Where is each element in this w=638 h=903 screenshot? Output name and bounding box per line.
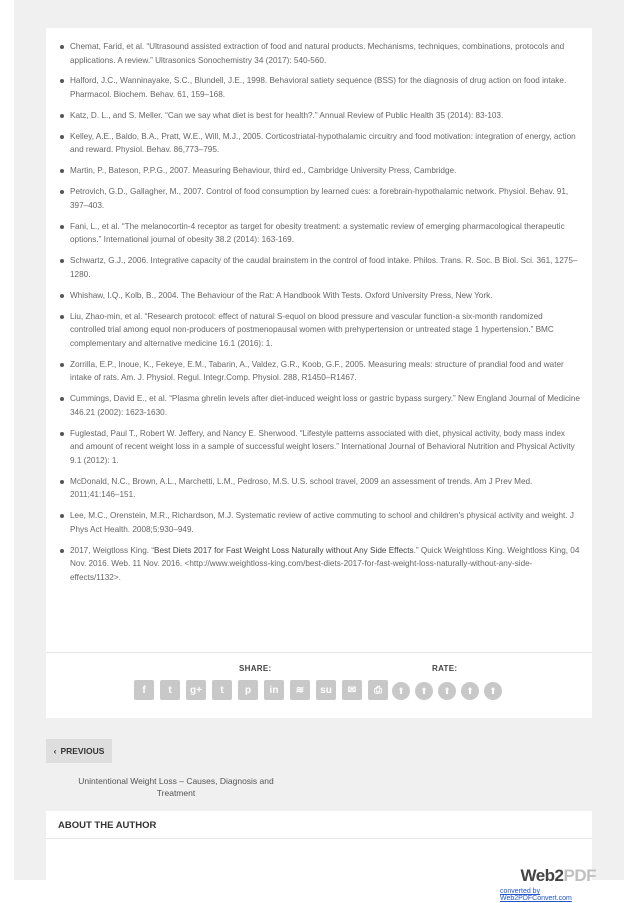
reference-item: Fuglestad, Paul T., Robert W. Jeffery, and Nancy E. Sherwood. “Lifestyle patterns associated with diet, physical activity, body mass index and amount of recent weight loss in a sample of successful weight losers.” International Journal of Behavioral Nutrition and Physical Activity 9.1 (2012): 1. [60,427,580,468]
reference-item: Katz, D. L., and S. Meller. “Can we say what diet is best for health?.” Annual Review of Public Health 35 (2014): 83-103. [60,109,580,123]
watermark-logo-main: Web2 [520,866,564,885]
previous-post-link[interactable]: Unintentional Weight Loss – Causes, Diagnosis and Treatment [78,776,274,798]
thumb-4-icon[interactable]: ⬆ [461,682,479,700]
reference-item: Schwartz, G.J., 2006. Integrative capacity of the caudal brainstem in the control of food intake. Philos. Trans. R. Soc. B Biol. Sci. 361, 1275–1280. [60,254,580,281]
article-card [46,28,592,718]
buffer-icon[interactable]: ≋ [290,680,310,700]
author-divider [46,838,592,839]
reference-item: McDonald, N.C., Brown, A.L., Marchetti, L.M., Pedroso, M.S. U.S. school travel, 2009 an assessment of trends. Am J Prev Med. 2011;41:146–151. [60,475,580,502]
chevron-left-icon: ‹ [53,746,57,756]
reference-item: Zorrilla, E.P., Inoue, K., Fekeye, E.M., Tabarin, A., Valdez, G.R., Koob, G.F., 2005. Measuring meals: structure of prandial food and water intake of rats. Am. J. Physiol. Regul. Integr.Comp. Physiol. 288, R1450–R1467. [60,358,580,385]
tumblr-icon[interactable]: t [212,680,232,700]
reference-item: Whishaw, I.Q., Kolb, B., 2004. The Behaviour of the Rat: A Handbook With Tests. Oxford University Press, New York. [60,289,580,303]
rate-label: RATE: [432,664,458,673]
share-label: SHARE: [239,664,272,673]
twitter-icon[interactable]: t [160,680,180,700]
print-icon[interactable]: ⎙ [368,680,388,700]
reference-link[interactable]: Best Diets 2017 for Fast Weight Loss Naturally without Any Side Effects [154,545,414,555]
thumb-5-icon[interactable]: ⬆ [484,682,502,700]
email-icon[interactable]: ✉ [342,680,362,700]
author-heading: ABOUT THE AUTHOR [58,820,157,831]
thumb-3-icon[interactable]: ⬆ [438,682,456,700]
reference-item: Martin, P., Bateson, P.P.G., 2007. Measuring Behaviour, third ed., Cambridge University Press, Cambridge. [60,164,580,178]
reference-item: Lee, M.C., Orenstein, M.R., Richardson, M.J. Systematic review of active commuting to school and children's physical activity and weight. J Phys Act Health. 2008;5:930–949. [60,509,580,536]
rate-icon-row [392,682,502,700]
previous-label: PREVIOUS [60,746,105,756]
watermark-logo-accent: PDF [563,866,596,885]
reference-item: Petrovich, G.D., Gallagher, M., 2007. Control of food consumption by learned cues: a forebrain-hypothalamic network. Physiol. Behav. 91, 397–403. [60,185,580,212]
reference-item-last [60,544,580,585]
stumbleupon-icon[interactable]: su [316,680,336,700]
reference-item: Halford, J.C., Wanninayake, S.C., Blundell, J.E., 1998. Behavioral satiety sequence (BSS) for the diagnosis of drug action on food intake. Pharmacol. Biochem. Behav. 61, 159–168. [60,74,580,101]
linkedin-icon[interactable]: in [264,680,284,700]
reference-item: Fani, L., et al. “The melanocortin-4 receptor as target for obesity treatment: a systematic review of emerging pharmacological therapeutic options.” International journal of obesity 38.2 (2014): 163-169. [60,220,580,247]
watermark-logo [520,866,596,886]
thumb-2-icon[interactable]: ⬆ [415,682,433,700]
reference-suffix: .” Quick Weightloss King. Weightloss King, 04 Nov. 2016. Web. 11 Nov. 2016. <http://www.weightloss-king.com/best-diets-2017-for-fast-weight-loss-naturally-without-any-side-effects/1132>. [70,545,580,582]
watermark-link[interactable]: converted by Web2PDFConvert.com [500,888,572,902]
previous-button[interactable] [46,739,112,763]
watermark [500,866,614,900]
thumb-1-icon[interactable]: ⬆ [392,682,410,700]
pinterest-icon[interactable]: p [238,680,258,700]
reference-item: Cummings, David E., et al. “Plasma ghrelin levels after diet-induced weight loss or gastric bypass surgery.” New England Journal of Medicine 346.21 (2002): 1623-1630. [60,392,580,419]
reference-list [60,40,580,592]
google-plus-icon[interactable]: g+ [186,680,206,700]
facebook-icon[interactable]: f [134,680,154,700]
reference-item: Chemat, Farid, et al. “Ultrasound assisted extraction of food and natural products. Mechanisms, techniques, combinations, protocols and applications. A review.” Ultrasonics Sonochemistry 34 (2017): 540-560. [60,40,580,67]
share-icon-row [134,680,388,700]
share-divider [46,652,592,653]
reference-item: Kelley, A.E., Baldo, B.A., Pratt, W.E., Will, M.J., 2005. Corticostriatal-hypothalamic circuitry and food motivation: integration of energy, action and reward. Physiol. Behav. 86,773–795. [60,130,580,157]
reference-prefix: 2017, Weigtloss King. “ [70,545,155,555]
reference-item: Liu, Zhao-min, et al. “Research protocol: effect of natural S-equol on blood pressure and vascular function-a six-month randomized controlled trial among equol non-producers of postmenopausal women with prehypertension or untreated stage 1 hypertension.” BMC complementary and alternative medicine 16.1 (2016): 1. [60,310,580,351]
